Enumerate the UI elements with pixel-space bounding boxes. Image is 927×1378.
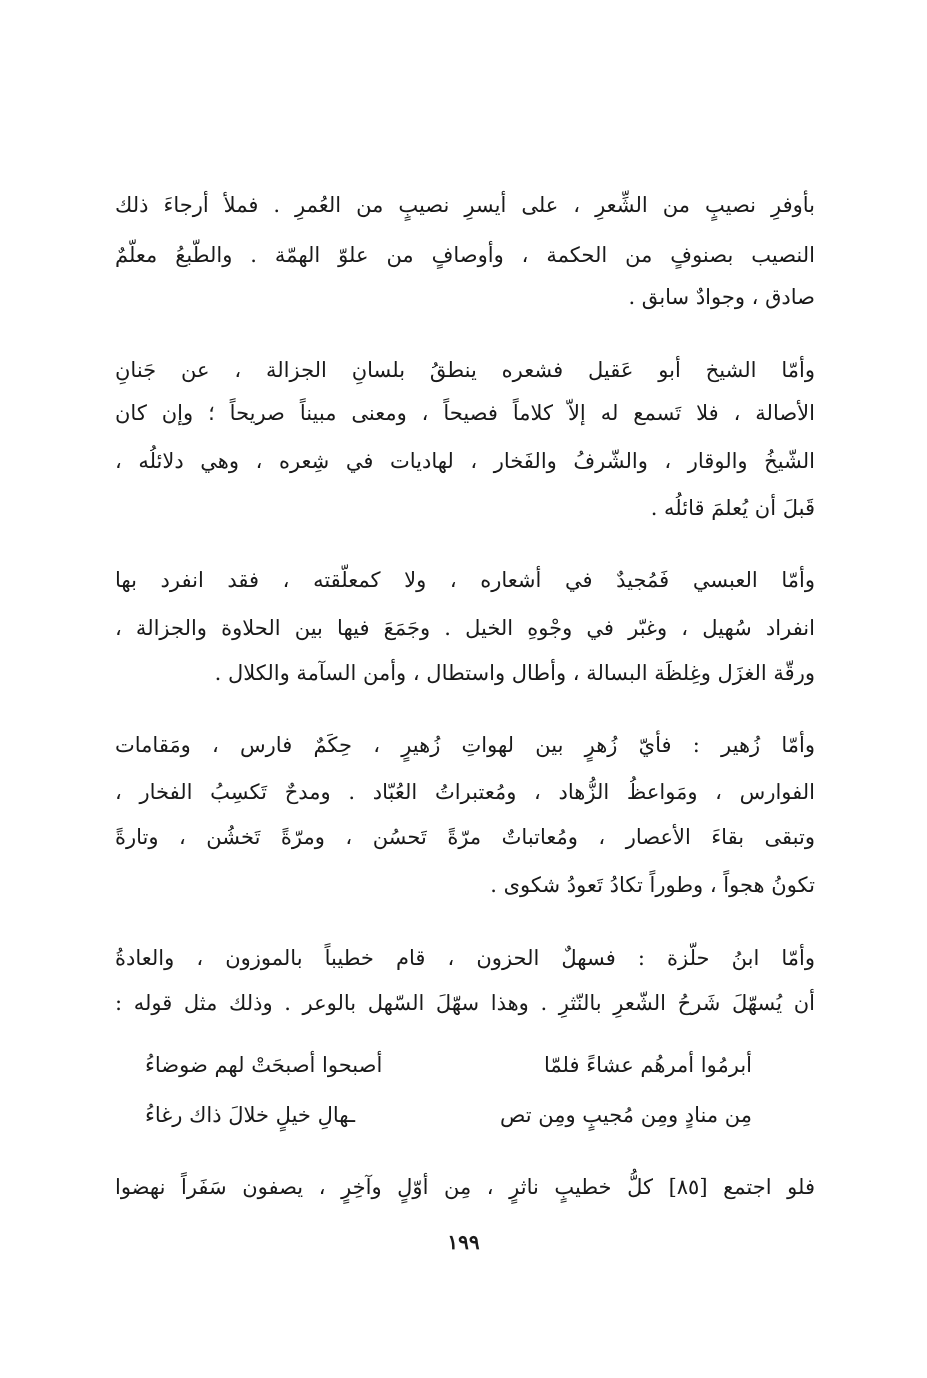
text-line: بأوفرِ نصيبٍ من الشِّعرِ ، على أيسرِ نصيبٍ من العُمرِ . فملأ أرجاءَ ذلك bbox=[115, 193, 815, 217]
text-line: وأمّا زُهير : فأيّ زُهرٍ بين لهواتِ زُهيرٍ ، حِكَمٌ فارس ، ومَقامات bbox=[115, 733, 815, 757]
text-line: وأمّا الشيخ أبو عَقيل فشعره ينطقُ بلسانِ الجزالة ، عن جَنانِ bbox=[115, 358, 815, 382]
text-line: النصيب بصنوفٍ من الحكمة ، وأوصافٍ من علوّ الهمّة . والطّبعُ معلّمٌ bbox=[115, 243, 815, 267]
text-line: انفراد سُهيل ، وغبّر في وجْوهِ الخيل . وجَمَعَ فيها بين الحلاوة والجزالة ، bbox=[115, 616, 815, 640]
verse-first-hemistich: مِن منادٍ ومِن مُجيبٍ ومِن تص bbox=[499, 1103, 752, 1127]
text-line: الأصالة ، فلا تَسمع له إلاّ كلاماً فصيحاً ، ومعنى مبيناً صريحاً ؛ وإن كان bbox=[115, 401, 815, 425]
verse-first-hemistich: أبرمُوا أمرهُم عشاءً فلمّا bbox=[543, 1053, 752, 1077]
text-line: وأمّا ابنُ حلّزة : فسهلٌ الحزون ، قام خطيباً بالموزون ، والعادةُ bbox=[115, 946, 815, 970]
text-line: أن يُسهّلَ شَرحُ الشّعرِ بالنّثرِ . وهذا سهّلَ السّهل بالوعر . وذلك مثل قوله : bbox=[115, 991, 815, 1015]
text-line: قَبلَ أن يُعلمَ قائلُه . bbox=[650, 496, 815, 520]
verse-second-hemistich: ـهالِ خيلٍ خلالَ ذاك رغاءُ bbox=[145, 1103, 356, 1127]
text-line: وأمّا العبسي فَمُجيدٌ في أشعاره ، ولا كمعلّقته ، فقد انفرد بها bbox=[115, 568, 815, 592]
page-number: ١٩٩ bbox=[447, 1230, 480, 1254]
text-line: صادق ، وجوادٌ سابق . bbox=[628, 285, 815, 309]
text-line: الشّيخُ والوقار ، والشّرفُ والفَخار ، لهاديات في شِعره ، وهي دلائلُه ، bbox=[115, 449, 815, 473]
text-line: فلو اجتمع [٨٥] كلُّ خطيبٍ ناثرٍ ، مِن أوّلٍ وآخِرٍ ، يصفون سَفَراً نهضوا bbox=[115, 1175, 815, 1199]
text-line: ورقّة الغزَل وغِلظَة البسالة ، وأطال واستطال ، وأمن السآمة والكلال . bbox=[214, 661, 815, 685]
text-line: الفوارس ، ومَواعظُ الزُّهاد ، ومُعتبراتُ العُبّاد . ومدحٌ تَكسِبُ الفخار ، bbox=[115, 780, 815, 804]
text-line: تكونُ هجواً ، وطوراً تكادُ تَعودُ شكوى . bbox=[490, 873, 815, 897]
verse-second-hemistich: أصبحوا أصبحَتْ لهم ضوضاءُ bbox=[145, 1053, 383, 1077]
text-line: وتبقى بقاءَ الأعصار ، ومُعاتباتٌ مرّةً تَحسُن ، ومرّةً تَخشُن ، وتارةً bbox=[115, 825, 815, 849]
